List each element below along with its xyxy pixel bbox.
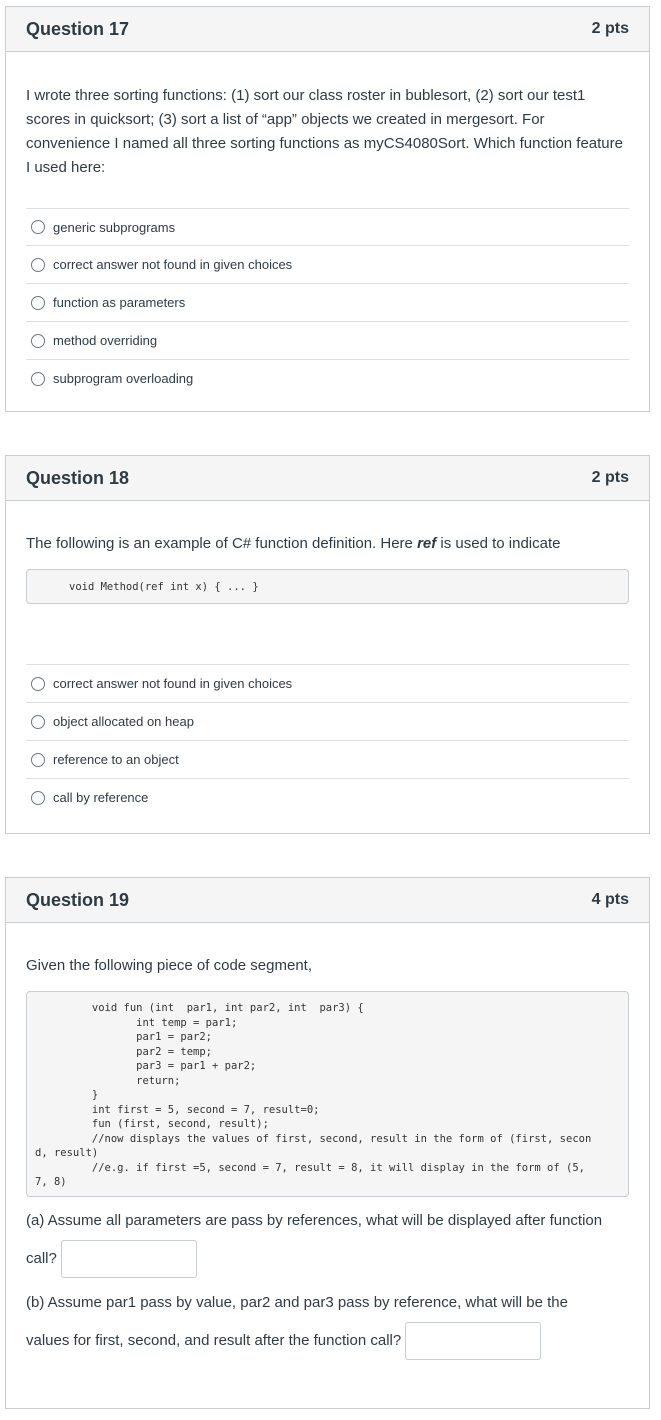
- answer-list: [26, 208, 629, 397]
- part-a-line2: [26, 1239, 629, 1279]
- question-text: I wrote three sorting functions: (1) sort our class roster in bublesort, (2) sort our test1 scores in quicksort; (3) sort a list of “app” objects we created in mergesort. For convenience I named all three sorting functions as myCS4080Sort. Which function feature I used here:: [26, 87, 623, 176]
- question-text-after: is used to indicate: [436, 535, 561, 552]
- code-text: void fun (int par1, int par2, int par3) { int temp = par1; par1 = par2; par2 = temp; par3 = par1 + par2; return; } int first = 5, second = 7, result=0; fun (first, second, result); //now displays the values of first, second, result in the form of (first, secon d, result) //e.g. if first =5, second = 7, result = 8, it will display in the form of (5, 7, 8): [35, 1002, 592, 1188]
- code-text: void Method(ref int x) { ... }: [69, 580, 259, 593]
- radio-button[interactable]: [31, 753, 45, 767]
- part-b-text-line2: values for first, second, and result after the function call?: [26, 1332, 402, 1349]
- question-body: [6, 923, 649, 1361]
- answer-option[interactable]: [26, 740, 629, 778]
- question-points: 2 pts: [591, 469, 629, 486]
- question-body: [6, 501, 649, 816]
- part-b-text-line1: (b) Assume par1 pass by value, par2 and par3 pass by reference, what will be the: [26, 1294, 568, 1311]
- radio-button[interactable]: [31, 334, 45, 348]
- question-points: 2 pts: [591, 20, 629, 37]
- code-block: [26, 569, 629, 604]
- code-block: [26, 991, 629, 1197]
- question-17: [5, 6, 650, 412]
- answer-list: [26, 664, 629, 816]
- question-19: [5, 877, 650, 1409]
- question-title: Question 17: [26, 18, 130, 39]
- radio-button[interactable]: [31, 791, 45, 805]
- radio-button[interactable]: [31, 258, 45, 272]
- answer-label: function as parameters: [53, 295, 186, 310]
- answer-option[interactable]: [26, 359, 629, 397]
- question-text: [26, 501, 629, 556]
- question-text-emphasis: ref: [417, 535, 437, 552]
- answer-label: correct answer not found in given choices: [53, 257, 293, 272]
- question-header: [6, 878, 649, 923]
- radio-button[interactable]: [31, 372, 45, 386]
- answer-option[interactable]: [26, 208, 629, 245]
- answer-label: reference to an object: [53, 752, 179, 767]
- answer-option[interactable]: [26, 321, 629, 359]
- part-a-text-line1: (a) Assume all parameters are pass by references, what will be displayed after function: [26, 1212, 603, 1229]
- radio-button[interactable]: [31, 677, 45, 691]
- question-points: 4 pts: [591, 891, 629, 908]
- answer-label: subprogram overloading: [53, 371, 194, 386]
- answer-option[interactable]: [26, 702, 629, 740]
- question-18: [5, 455, 650, 834]
- answer-label: object allocated on heap: [53, 714, 194, 729]
- question-title: Question 18: [26, 467, 130, 488]
- answer-input-b[interactable]: [405, 1322, 541, 1360]
- question-text: Given the following piece of code segment,: [26, 957, 313, 974]
- question-header: [6, 456, 649, 501]
- part-a-question: [26, 1203, 629, 1279]
- part-a-text-line2: call?: [26, 1250, 57, 1267]
- part-b-question: [26, 1285, 629, 1361]
- question-text-before: The following is an example of C# function definition. Here: [26, 535, 418, 552]
- answer-label: method overriding: [53, 333, 158, 348]
- answer-input-a[interactable]: [61, 1240, 197, 1278]
- answer-option[interactable]: [26, 283, 629, 321]
- radio-button[interactable]: [31, 296, 45, 310]
- question-title: Question 19: [26, 889, 130, 910]
- radio-button[interactable]: [31, 715, 45, 729]
- radio-button[interactable]: [31, 220, 45, 234]
- answer-option[interactable]: [26, 664, 629, 702]
- answer-label: call by reference: [53, 790, 149, 805]
- answer-option[interactable]: [26, 778, 629, 816]
- answer-label: correct answer not found in given choices: [53, 676, 293, 691]
- question-header: [6, 7, 649, 52]
- answer-option[interactable]: [26, 245, 629, 283]
- question-body: [6, 52, 649, 397]
- answer-label: generic subprograms: [53, 219, 176, 235]
- part-b-line2: [26, 1321, 629, 1361]
